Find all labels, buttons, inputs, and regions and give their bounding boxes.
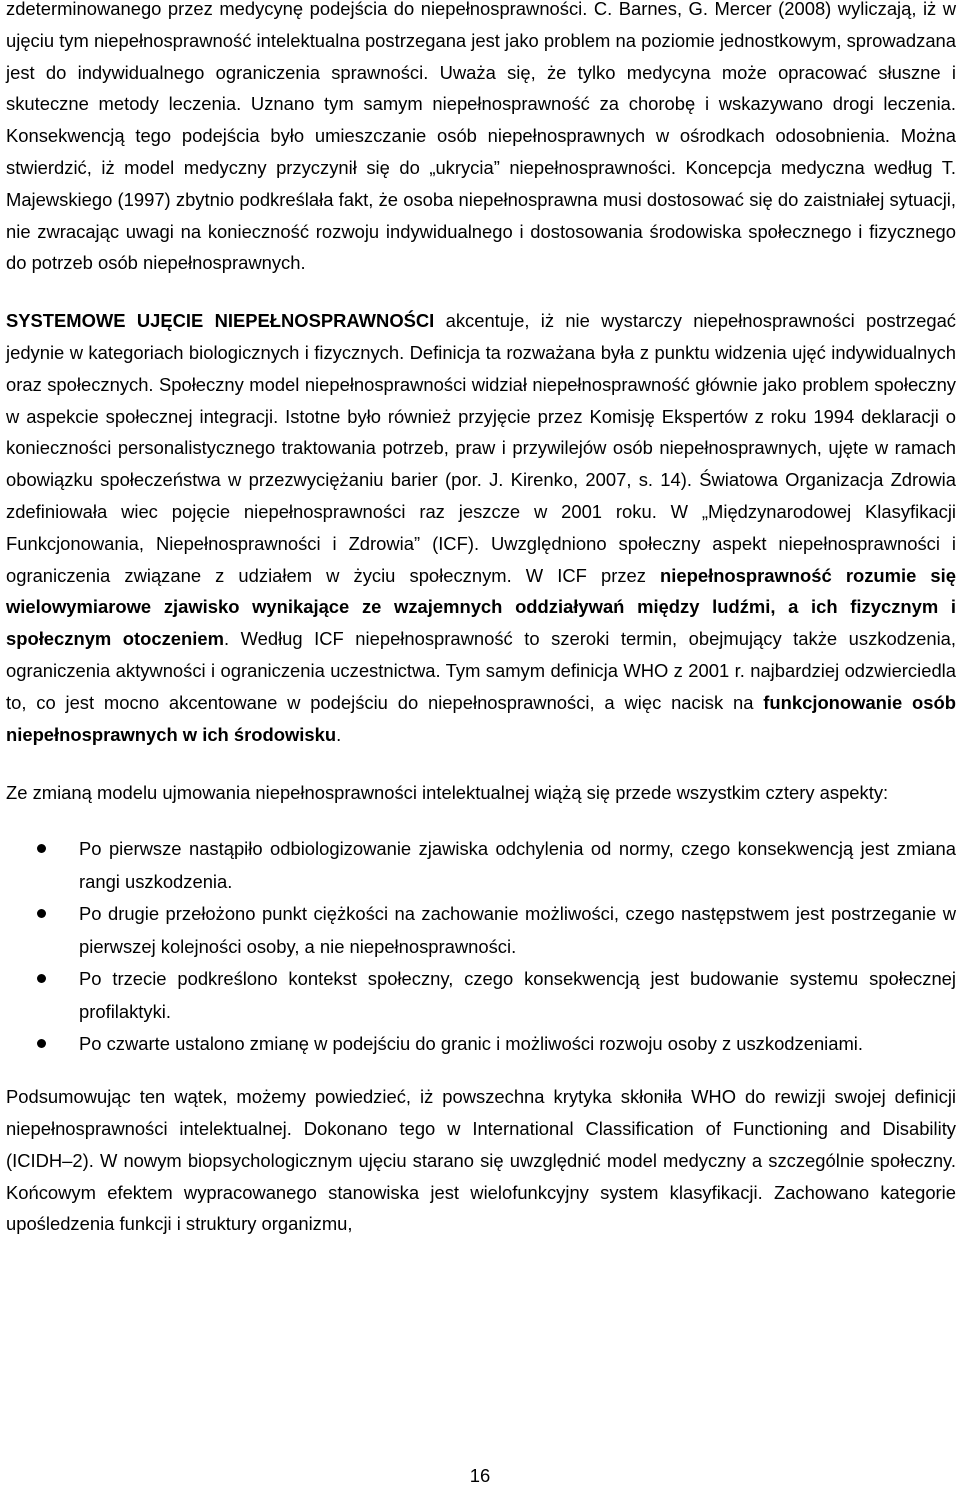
list-item [6, 1027, 956, 1060]
bold-definition: niepełnosprawność rozumie się wielowymiarowe zjawisko wynikające ze wzajemnych oddziaływań między ludźmi, a ich fizycznym i społecznym otoczeniem [6, 564, 956, 650]
list-item-text: Po trzecie podkreślono kontekst społeczny, czego konsekwencją jest budowanie systemu społecznej profilaktyki. [79, 968, 956, 1023]
bullet-icon [37, 974, 46, 983]
paragraph-summary: Podsumowując ten wątek, możemy powiedzieć, iż powszechna krytyka skłoniła WHO do rewizji swojej definicji niepełnosprawności intelektualnej. Dokonano tego w International Classification of Functioning and Disability (ICIDH–2). W nowym biopsychologicznym ujęciu starano się uwzględnić model medyczny a szczególnie społeczny. Końcowym efektem wypracowanego stanowiska jest wielofunkcyjny system klasyfikacji. Zachowano kategorie upośledzenia funkcji i struktury organizmu, [6, 1086, 956, 1235]
page-number: 16 [469, 1465, 491, 1486]
list-item [6, 962, 956, 1028]
list-item-text: Po drugie przełożono punkt ciężkości na zachowanie możliwości, czego następstwem jest postrzeganie w pierwszej kolejności osoby, a nie niepełnosprawności. [79, 903, 956, 958]
paragraph-text: . Według ICF niepełnosprawność to szeroki termin, obejmujący także uszkodzenia, ograniczenia aktywności i ograniczenia uczestnictwa. Tym samym definicja WHO z 2001 r. najbardziej odzwierciedla to, co jest mocno akcentowane w podejściu do niepełnosprawności, a więc nacisk na [6, 628, 956, 713]
bullet-icon [37, 844, 46, 853]
section-heading-systemic: SYSTEMOWE UJĘCIE NIEPEŁNOSPRAWNOŚCI [6, 310, 435, 332]
paragraph-text: akcentuje, iż nie wystarczy niepełnosprawności postrzegać jedynie w kategoriach biologicznych i fizycznych. Definicja ta rozważana była z punktu widzenia ujęć indywidualnych oraz społecznych. Społeczny model niepełnosprawności widział niepełnosprawność głównie jako problem społeczny w aspekcie społecznej integracji. Istotne było również przyjęcie przez Komisję Ekspertów z roku 1994 deklaracji o konieczności personalistycznego traktowania potrzeb, praw i przywilejów osób niepełnosprawnych, ujęte w ramach obowiązku społeczeństwa w przezwyciężaniu barier (por. J. Kirenko, 2007, s. 14). Światowa Organizacja Zdrowia zdefiniowała wiec pojęcie niepełnosprawności raz jeszcze w 2001 roku. W „Międzynarodowej Klasyfikacji Funkcjonowania, Niepełnosprawności i Zdrowia” (ICF). Uwzględniono społeczny aspekt niepełnosprawności i ograniczenia związane z udziałem w życiu społecznym. W ICF przez [6, 310, 957, 586]
bold-functioning: funkcjonowanie osób niepełnosprawnych w ich środowisku [6, 691, 956, 745]
paragraph-medical-model: zdeterminowanego przez medycynę podejścia do niepełnosprawności. C. Barnes, G. Mercer (2008) wyliczają, iż w ujęciu tym niepełnosprawność intelektualna postrzegana jest jako problem na poziomie jednostkowym, sprowadzana jest do indywidualnego ograniczenia sprawności. Uważa się, że tylko medycyna może opracować słuszne i skuteczne metody leczenia. Uznano tym samym niepełnosprawność za chorobę i wskazywano drogi leczenia. Konsekwencją tego podejścia było umieszczanie osób niepełnosprawnych w ośrodkach odosobnienia. Można stwierdzić, iż model medyczny przyczynił się do „ukrycia” niepełnosprawności. Koncepcja medyczna według T. Majewskiego (1997) zbytnio podkreślała fakt, że osoba niepełnosprawna musi dostosować się do zaistniałej sytuacji, nie zwracając uwagi na konieczność rozwoju indywidualnego i dostosowania środowiska społecznego i fizycznego do potrzeb osób niepełnosprawnych. [6, 0, 956, 274]
list-item [6, 897, 956, 963]
document-page [6, 0, 956, 1240]
list-item [6, 832, 956, 898]
bullet-icon [37, 909, 46, 918]
paragraph-systemic-approach [6, 305, 956, 750]
bullet-icon [37, 1039, 46, 1048]
paragraph-four-aspects-intro: Ze zmianą modelu ujmowania niepełnosprawności intelektualnej wiążą się przede wszystkim cztery aspekty: [6, 782, 889, 804]
list-item-text: Po pierwsze nastąpiło odbiologizowanie zjawiska odchylenia od normy, czego konsekwencją jest zmiana rangi uszkodzenia. [79, 838, 956, 893]
paragraph-text: . [336, 723, 342, 745]
list-item-text: Po czwarte ustalono zmianę w podejściu do granic i możliwości rozwoju osoby z uszkodzeniami. [79, 1033, 863, 1055]
aspects-list [6, 832, 956, 1060]
